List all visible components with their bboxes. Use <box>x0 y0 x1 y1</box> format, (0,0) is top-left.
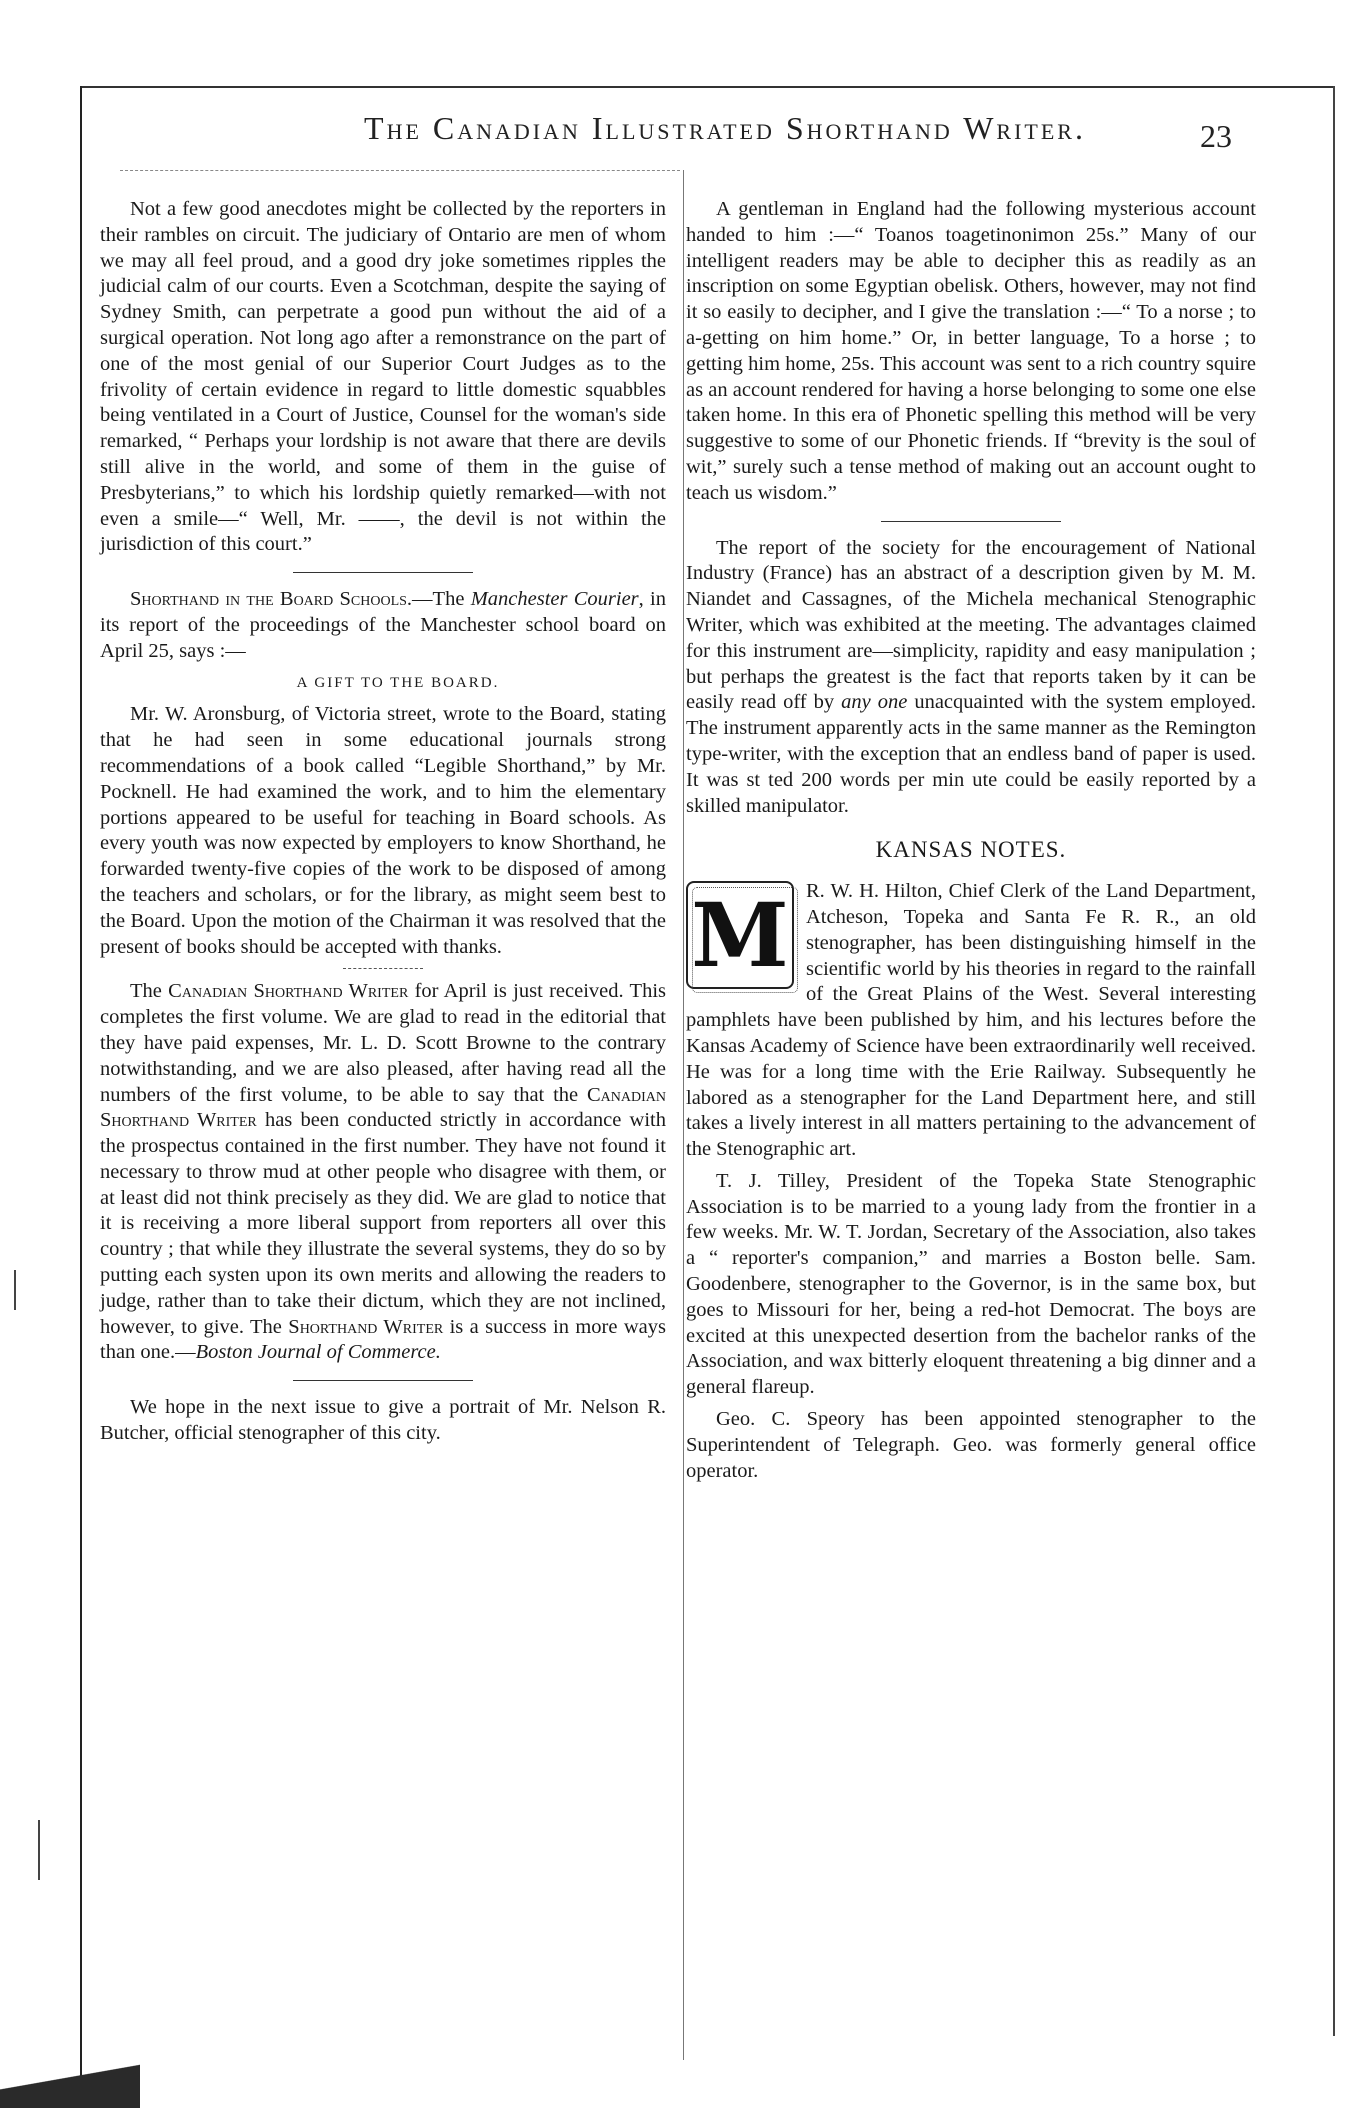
hilton-text: R. W. H. Hilton, Chief Clerk of the Land Department, Atcheson, Topeka and Santa Fe R. R., an old stenographer, has been distinguishing himself in the scientific world by his theories in regard to the rainfall of the Great Plains of the West. Several interesting pamphlets have been published by him, and his lectures before the Kansas Academy of Science have been extraordinarily well received. He was for a long time with the Erie Railway. Subsequently he labored as a stenographer for the Land Department here, and still takes a lively interest in all matters pertaining to the advancement of the Stenographic art. <box>686 880 1256 1161</box>
gift-subheading: A GIFT TO THE BOARD. <box>296 674 500 691</box>
gift-paragraph: Mr. W. Aronsburg, of Victoria street, wrote to the Board, stating that he had seen in some educational journals strong recommendations of a book called “Legible Shorthand,” by Mr. Pocknell. He had examined the work, and to him the elementary portions appeared to be useful for teaching in Board schools. As every youth was now expected by employers to know Shorthand, he forwarded twenty-five copies of the work to be disposed of among the teachers and scholars, or for the library, as might seem best to the Board. Upon the motion of the Chairman it was resolved that the present of books should be accepted with thanks. <box>100 703 666 958</box>
left-column <box>100 197 666 1453</box>
review-source: Boston Journal of Commerce. <box>195 1341 441 1364</box>
board-schools-dash: —The <box>412 588 471 611</box>
ornamental-dropcap <box>686 881 794 989</box>
journal-name: Canadian Shorthand Writer <box>168 980 409 1003</box>
review-text-b: for April is just received. This completes the first volume. We are glad to read in the editorial that they have paid expenses, Mr. L. D. Scott Browne to the contrary notwithstanding, and we are also pleased, after having read all the numbers of the first volume, to be able to say that the <box>100 980 667 1106</box>
page-frame-left-rule <box>80 86 82 2096</box>
review-text-c: has been conducted strictly in accordance with the prospectus contained in the first number. They have not found it necessary to throw mud at other people who disagree with them, or at least did not think precisely as they did. We are glad to notice that it is receiving a more liberal support from reporters all over this country ; that while they illustrate the several systems, they do so by putting each systen upon its own merits and allowing the readers to judge, rather than to take their dictum, which they are not inclined, however, to give. The <box>100 1109 666 1338</box>
review-text-d: is a success in more ways than one.— <box>100 1315 666 1364</box>
emphasis-text: any one <box>841 691 908 714</box>
board-schools-paragraph <box>100 587 666 664</box>
page-number: 23 <box>1200 118 1232 154</box>
column-divider <box>683 170 684 2060</box>
review-text-a: The <box>130 980 169 1003</box>
hilton-paragraph <box>686 879 1256 1163</box>
page-frame-right-rule <box>1333 86 1335 2036</box>
michela-writer-paragraph <box>686 536 1256 820</box>
speory-paragraph: Geo. C. Speory has been appointed stenographer to the Superintendent of Telegraph. Geo. was formerly general office operator. <box>686 1408 1256 1482</box>
michela-text-a: The report of the society for the encouragement of National Industry (France) has an abstract of a description given by M. M. Niandet and Cassagnes, of the Michela mechanical Stenographic Writer, which was exhibited at the meeting. The advantages claimed for this instrument are—simplicity, rapidity and easy manipulation ; but perhaps the greatest is the fact that reports taken by it can be easily read off by <box>686 536 1256 714</box>
kansas-notes-title: KANSAS NOTES. <box>875 837 1067 863</box>
mysterious-account-paragraph: A gentleman in England had the following mysterious account handed to him :—“ Toanos toagetinonimon 25s.” Many of our intelligent readers may be able to decipher this as readily as an inscription on some Egyptian obelisk. Others, however, may not find it so easily to decipher, and I give the translation :—“ To a norse ; to a-getting on him home.” Or, in better language, To a horse ; to getting him home, 25s. This account was sent to a rich country squire as an account rendered for having a horse belonging to some one else taken home. In this era of Phonetic spelling this method will be very suggestive to some of our Phonetic friends. If “brevity is the soul of wit,” surely such a tense method of making out an account ought to teach us wisdom.” <box>686 198 1256 504</box>
board-schools-text: , in its report of the proceedings of the Manchester school board on April 25, says :— <box>100 588 666 662</box>
margin-scan-mark <box>14 1270 16 1310</box>
section-separator <box>293 572 473 573</box>
section-separator <box>881 521 1061 522</box>
section-separator <box>293 1380 473 1381</box>
board-schools-heading: Shorthand in the Board Schools. <box>130 588 413 611</box>
header-divider <box>120 170 680 172</box>
journal-name: Shorthand Writer <box>288 1315 444 1338</box>
margin-scan-mark <box>38 1820 40 1880</box>
newspaper-name: Manchester Courier <box>470 588 639 611</box>
scan-corner-blot <box>0 2060 140 2108</box>
right-column <box>686 197 1256 1490</box>
review-paragraph <box>100 979 666 1366</box>
dotted-separator <box>343 968 423 969</box>
page-frame-top-rule <box>80 86 1335 88</box>
anecdote-paragraph: Not a few good anecdotes might be collected by the reporters in their rambles on circuit. The judiciary of Ontario are men of whom we may all feel proud, and a good dry joke sometimes ripples the judicial calm of our courts. Even a Scotchman, despite the saying of Sydney Smith, can perpetrate a good pun without the aid of a surgical operation. Not long ago after a remonstrance on the part of one of the most genial of our Superior Court Judges as to the frivolity of certain evidence in regard to little domestic squabbles being ventilated in a Court of Justice, Counsel for the woman's side remarked, “ Perhaps your lordship is not aware that there are devils still alive in the world, and some of them in the guise of Presbyterians,” to which his lordship quietly remarked—with not even a smile—“ Well, Mr. ——, the devil is not within the jurisdiction of this court.” <box>100 198 666 556</box>
running-header: The Canadian Illustrated Shorthand Writer. <box>364 110 1086 146</box>
tilley-paragraph: T. J. Tilley, President of the Topeka State Stenographic Association is to be married to a young lady from the frontier in a few weeks. Mr. W. T. Jordan, Secretary of the Association, also takes a “ reporter's companion,” and marries a Boston belle. Sam. Goodenbere, stenographer to the Governor, is in the same box, but goes to Missouri for her, being a red-hot Democrat. The boys are excited at this unexpected desertion from the bachelor ranks of the Association, and wax bitterly eloquent threatening a big dinner and a general flareup. <box>686 1169 1256 1399</box>
portrait-paragraph: We hope in the next issue to give a portrait of Mr. Nelson R. Butcher, official stenographer of this city. <box>100 1396 666 1445</box>
journal-name: Canadian Shorthand Writer <box>100 1083 666 1132</box>
dropcap-letter: M <box>691 883 789 988</box>
michela-text-b: unacquainted with the system employed. The instrument apparently acts in the same manner as the Remington type-writer, with the exception that an endless band of paper is used. It was st ted 200 words per min ute could be easily reported by a skilled manipulator. <box>686 691 1257 817</box>
